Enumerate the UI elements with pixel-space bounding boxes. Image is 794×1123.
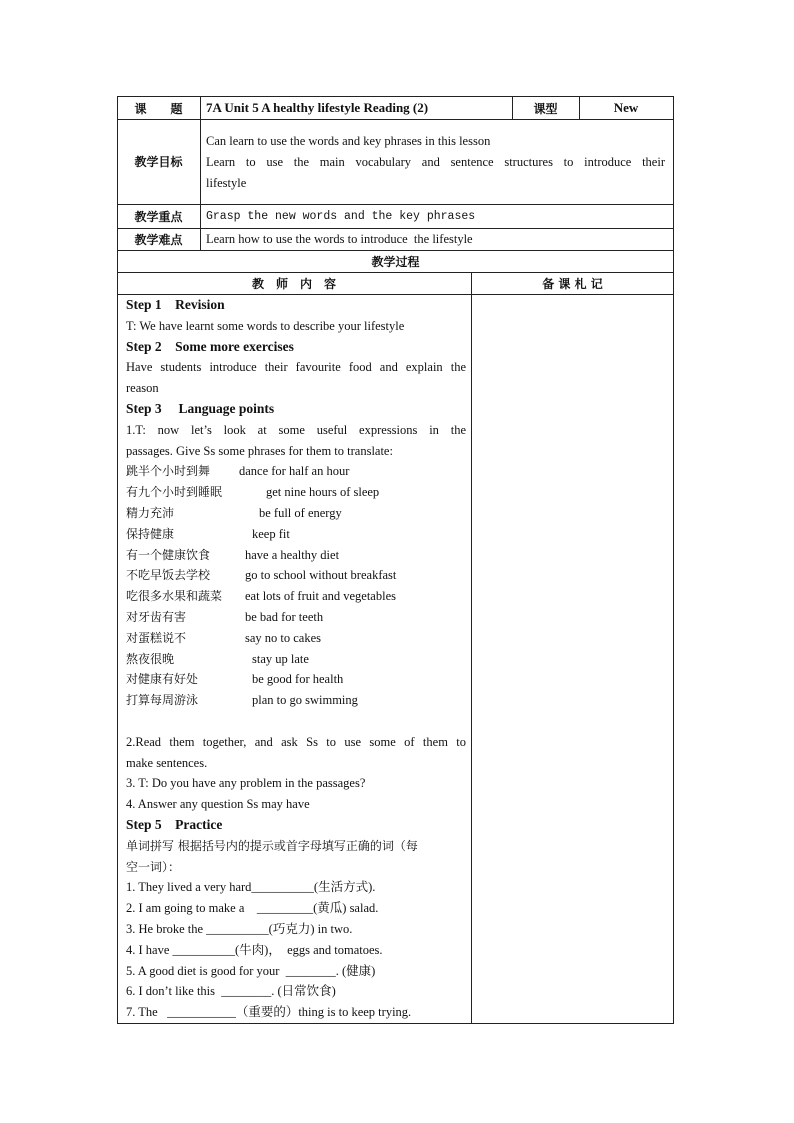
phrase-zh: 吃很多水果和蔬菜	[126, 589, 223, 604]
step-heading: Step 1 Revision	[126, 297, 225, 312]
phrase-row	[126, 545, 466, 566]
phrase-zh: 有九个小时到睡眠	[126, 485, 223, 500]
key-points-value: Grasp the new words and the key phrases	[206, 209, 476, 223]
exercise-instructions: 空一词）：	[126, 859, 181, 874]
step-text: 2.Read them together, and ask Ss to use some of them to	[126, 734, 466, 749]
exercise-instructions: 单词拼写 根据括号内的提示或首字母填写正确的词（每	[126, 838, 418, 853]
phrase-en: go to school without breakfast	[245, 568, 397, 583]
phrase-zh: 保持健康	[126, 526, 175, 541]
phrase-zh: 熬夜很晚	[126, 651, 175, 666]
exercise-item: 1. They lived a very hard__________(生活方式).	[126, 880, 376, 895]
step-heading: Step 2 Some more exercises	[126, 338, 294, 354]
phrase-en: keep fit	[252, 526, 290, 541]
objective-line: lifestyle	[206, 176, 247, 190]
phrase-en: stay up late	[252, 651, 309, 666]
exercise-item: 6. I don’t like this ________. (日常饮食)	[126, 984, 336, 999]
phrase-row	[126, 482, 466, 503]
step-text: 3. T: Do you have any problem in the passages?	[126, 776, 366, 791]
phrase-en: dance for half an hour	[239, 464, 350, 479]
phrase-row	[126, 628, 466, 649]
phrase-zh: 打算每周游泳	[126, 693, 199, 708]
divider	[200, 96, 201, 250]
content-column-header: 教 师 内 容	[251, 276, 336, 291]
divider	[471, 272, 472, 1024]
phrase-row	[126, 524, 466, 545]
phrase-en: get nine hours of sleep	[266, 485, 380, 500]
phrase-zh: 不吃早饭去学校	[126, 568, 211, 583]
step-text: reason	[126, 381, 159, 396]
phrase-en: be bad for teeth	[245, 609, 324, 624]
phrase-zh: 对牙齿有害	[126, 609, 187, 624]
phrase-row	[126, 690, 466, 711]
phrase-zh: 精力充沛	[126, 505, 175, 520]
objective-line: Learn to use the main vocabulary and sentence structures to introduce their	[206, 155, 665, 169]
phrase-en: be full of energy	[259, 505, 342, 520]
blank-line	[126, 711, 466, 732]
step-text: passages. Give Ss some phrases for them to translate:	[126, 443, 393, 458]
phrase-zh: 对健康有好处	[126, 672, 199, 687]
process-title: 教学过程	[371, 254, 420, 269]
phrase-row	[126, 586, 466, 607]
step-text: T: We have learnt some words to describe your lifestyle	[126, 318, 405, 333]
step-text: 1.T: now let’s look at some useful expressions in the	[126, 422, 466, 437]
phrase-row	[126, 461, 466, 482]
exercise-item: 5. A good diet is good for your ________. (健康)	[126, 963, 376, 978]
type-label: 课型	[533, 101, 558, 116]
phrase-row	[126, 649, 466, 670]
phrase-zh: 有一个健康饮食	[126, 547, 211, 562]
objective-line: Can learn to use the words and key phrases in this lesson	[206, 134, 491, 148]
phrase-row	[126, 607, 466, 628]
exercise-item: 2. I am going to make a _________(黄瓜) salad.	[126, 901, 379, 916]
topic-label: 课 题	[134, 101, 183, 116]
exercise-item: 7. The ___________（重要的）thing is to keep trying.	[126, 1005, 412, 1020]
difficulties-label: 教学难点	[134, 232, 183, 247]
key-points-label: 教学重点	[134, 209, 183, 224]
phrase-en: have a healthy diet	[245, 547, 340, 562]
exercise-item: 4. I have __________(牛肉)， eggs and tomatoes.	[126, 942, 383, 957]
phrase-zh: 跳半个小时到舞	[126, 464, 211, 479]
difficulties-value: Learn how to use the words to introduce the lifestyle	[206, 231, 473, 246]
step-text: Have students introduce their favourite food and explain the	[126, 360, 466, 375]
step-heading: Step 3 Language points	[126, 400, 275, 416]
step-text: make sentences.	[126, 755, 208, 770]
teaching-content	[126, 295, 466, 1023]
phrase-row	[126, 565, 466, 586]
phrase-en: be good for health	[252, 672, 344, 687]
objectives-label: 教学目标	[134, 155, 183, 169]
type-value: New	[613, 100, 639, 115]
phrase-zh: 对蛋糕说不	[126, 630, 187, 645]
phrase-en: plan to go swimming	[252, 693, 358, 708]
phrase-row	[126, 669, 466, 690]
topic-value: 7A Unit 5 A healthy lifestyle Reading (2)	[206, 100, 429, 115]
step-heading: Step 5 Practice	[126, 816, 223, 832]
phrase-row	[126, 503, 466, 524]
exercise-item: 3. He broke the __________(巧克力) in two.	[126, 921, 353, 936]
phrase-en: say no to cakes	[245, 630, 322, 645]
step-text: 4. Answer any question Ss may have	[126, 797, 310, 812]
notes-column-header: 备 课 札 记	[542, 276, 603, 291]
objectives-text	[206, 131, 665, 194]
phrase-en: eat lots of fruit and vegetables	[245, 589, 396, 604]
